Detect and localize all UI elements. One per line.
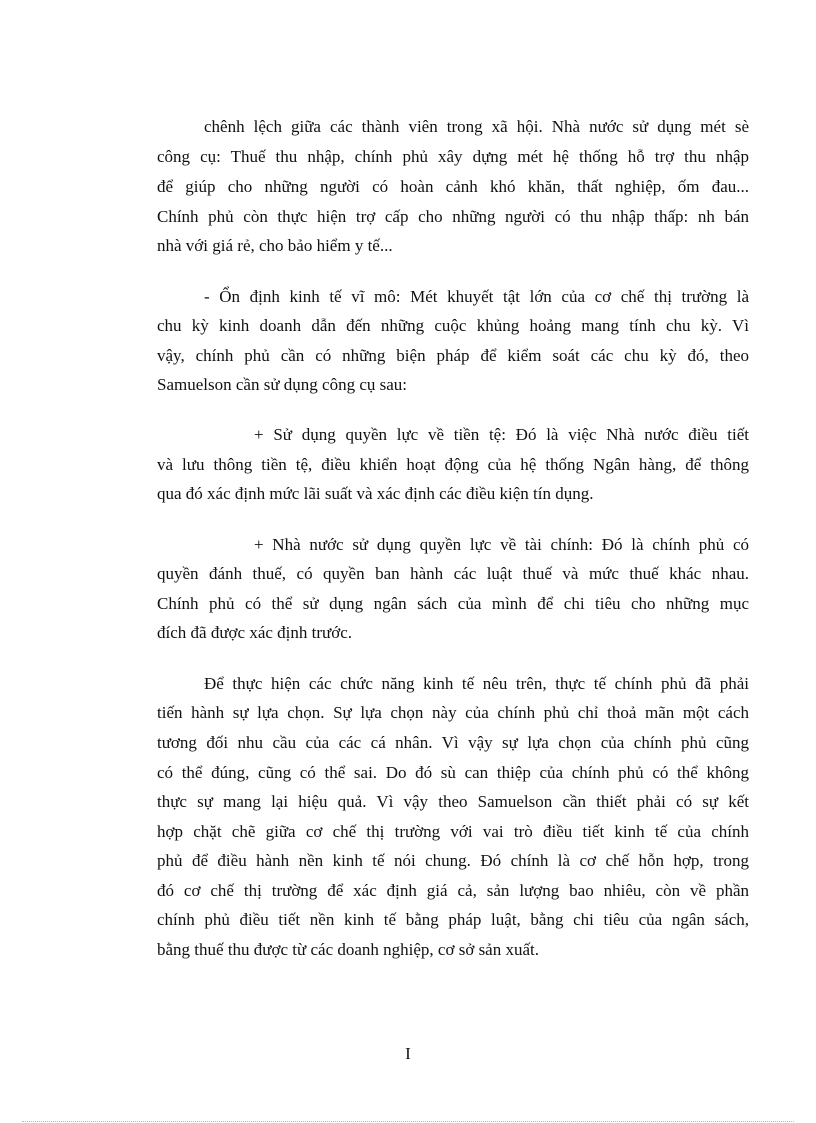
text-line: vậy, chính phủ cần có những biện pháp để kiểm soát các chu kỳ đó, theo — [157, 346, 749, 365]
text-line: Chính phủ còn thực hiện trợ cấp cho những người có thu nhập thấp: nh bán — [157, 207, 749, 226]
text-line: chu kỳ kinh doanh dẫn đến những cuộc khủng hoảng mang tính chu kỳ. Vì — [157, 316, 749, 335]
text-line: Chính phủ có thể sử dụng ngân sách của mình để chi tiêu cho những mục — [157, 594, 749, 613]
text-line: chênh lệch giữa các thành viên trong xã hội. Nhà nước sử dụng mét sè — [204, 117, 749, 136]
text-line: có thể đúng, cũng có thể sai. Do đó sù can thiệp của chính phủ có thể không — [157, 763, 749, 782]
text-line: tiến hành sự lựa chọn. Sự lựa chọn này của chính phủ chỉ thoả mãn một cách — [157, 703, 749, 722]
text-line: đó cơ chế thị trường để xác định giá cả, sản lượng bao nhiêu, còn về phần — [157, 881, 749, 900]
text-line: đích đã được xác định trước. — [157, 623, 353, 642]
text-line: + Nhà nước sử dụng quyền lực về tài chính: Đó là chính phủ có — [254, 535, 749, 554]
footer-divider — [22, 1121, 794, 1122]
text-line: chính phủ điều tiết nền kinh tế bằng pháp luật, bằng chi tiêu của ngân sách, — [157, 910, 749, 929]
text-line: - Ổn định kinh tế vĩ mô: Mét khuyết tật lớn của cơ chế thị trường là — [204, 287, 749, 306]
text-line: và lưu thông tiền tệ, điều khiển hoạt động của hệ thống Ngân hàng, để thông — [157, 455, 749, 474]
text-line: phủ để điều hành nền kinh tế nói chung. Đó chính là cơ chế hỗn hợp, trong — [157, 851, 749, 870]
text-line: Samuelson cần sử dụng công cụ sau: — [157, 375, 408, 394]
text-line: quyền đánh thuế, có quyền ban hành các luật thuế và mức thuế khác nhau. — [157, 564, 749, 583]
page-number: I — [405, 1044, 411, 1063]
text-line: hợp chặt chẽ giữa cơ chế thị trường với vai trò điều tiết kinh tế của chính — [157, 822, 749, 841]
text-line: thực sự mang lại hiệu quả. Vì vậy theo Samuelson cần thiết phải có sự kết — [157, 792, 749, 811]
text-line: nhà với giá rẻ, cho bảo hiểm y tế... — [157, 236, 393, 255]
text-line: qua đó xác định mức lãi suất và xác định các điều kiện tín dụng. — [157, 484, 594, 503]
text-line: + Sử dụng quyền lực về tiền tệ: Đó là việc Nhà nước điều tiết — [254, 425, 749, 444]
text-line: Để thực hiện các chức năng kinh tế nêu trên, thực tế chính phủ đã phải — [204, 674, 749, 693]
text-line: công cụ: Thuế thu nhập, chính phủ xây dựng mét hệ thống hỗ trợ thu nhập — [157, 147, 749, 166]
text-line: tương đối nhu cầu của các cá nhân. Vì vậy sự lựa chọn của chính phủ cũng — [157, 733, 749, 752]
text-line: bằng thuế thu được từ các doanh nghiệp, cơ sở sản xuất. — [157, 940, 539, 959]
text-line: để giúp cho những người có hoàn cảnh khó khăn, thất nghiệp, ốm đau... — [157, 177, 749, 196]
